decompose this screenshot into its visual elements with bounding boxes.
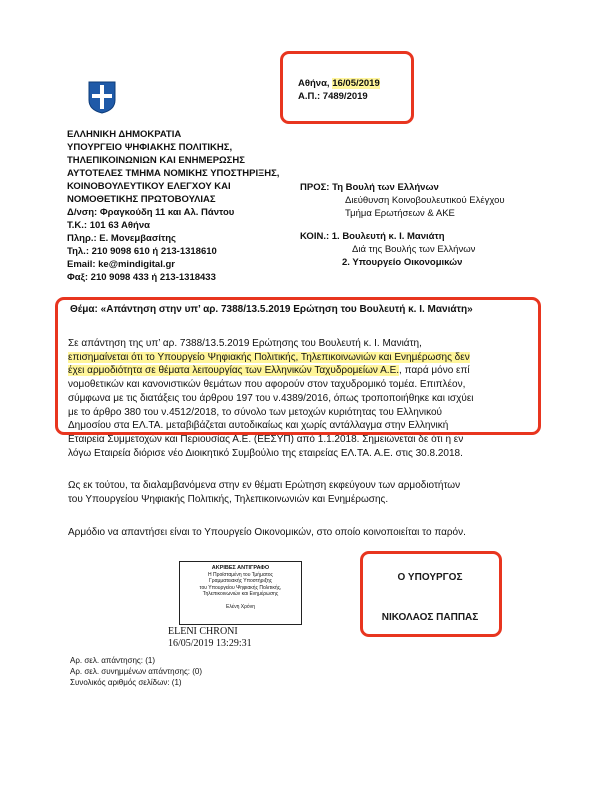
body-line: με το άρθρο 380 του ν.4512/2018, το σύνολο των μετοχών κυριότητας του Ελληνικού xyxy=(68,406,442,418)
body-line: Αρμόδιο να απαντήσει είναι το Υπουργείο Οικονομικών, στο οποίο κοινοποιείται το παρόν. xyxy=(68,527,466,538)
signer-name: ΝΙΚΟΛΑΟΣ ΠΑΠΠΑΣ xyxy=(381,612,479,623)
document-date: 16/05/2019 xyxy=(332,78,380,89)
sender-line: ΑΥΤΟΤΕΛΕΣ ΤΜΗΜΑ ΝΟΜΙΚΗΣ ΥΠΟΣΤΗΡΙΞΗΣ, xyxy=(67,168,280,179)
signer-role: Ο ΥΠΟΥΡΓΟΣ xyxy=(397,572,463,583)
sender-postcode: Τ.Κ.: 101 63 Αθήνα xyxy=(67,220,150,231)
sender-contact: Πληρ.: Ε. Μονεμβασίτης xyxy=(67,233,176,244)
body-line: Ως εκ τούτου, τα διαλαμβανόμενα στην εν θέματι Ερώτηση εκφεύγουν των αρμοδιοτήτων xyxy=(68,480,461,491)
sender-line: ΚΟΙΝΟΒΟΥΛΕΥΤΙΚΟΥ ΕΛΕΓΧΟΥ ΚΑΙ xyxy=(67,181,231,192)
signature-datetime: 16/05/2019 13:29:31 xyxy=(168,638,252,649)
body-line: νομοθετικών και κανονιστικών θεμάτων που αφορούν στον ταχυδρομικό τομέα. Επιπλέον, xyxy=(68,379,466,391)
greek-emblem-icon xyxy=(87,80,117,114)
body-line: Δημοσίου στα ΕΛ.ΤΑ. μεταβιβάζεται αυτοδικαίως και χωρίς αντάλλαγμα στην Ελληνική xyxy=(68,420,449,432)
place-label: Αθήνα, xyxy=(298,78,333,89)
recipient-to: ΠΡΟΣ: Τη Βουλή των Ελλήνων xyxy=(300,182,439,193)
body-line: Σε απάντηση της υπ’ αρ. 7388/13.5.2019 Ερώτησης του Βουλευτή κ. Ι. Μανιάτη, xyxy=(68,338,422,349)
body-line: Εταιρεία Συμμετοχών και Περιουσίας Α.Ε. (ΕΕΣΥΠ) από 1.1.2018. Σημειώνεται δε ότι η εν xyxy=(68,433,464,445)
footer-line: Συνολικός αριθμός σελίδων: (1) xyxy=(70,678,182,687)
recipient-cc-line: Διά της Βουλής των Ελλήνων xyxy=(352,244,476,255)
sender-line: ΤΗΛΕΠΙΚΟΙΝΩΝΙΩΝ ΚΑΙ ΕΝΗΜΕΡΩΣΗΣ xyxy=(67,155,245,166)
sender-line: ΕΛΛΗΝΙΚΗ ΔΗΜΟΚΡΑΤΙΑ xyxy=(67,129,182,140)
recipient-to-line: Τμήμα Ερωτήσεων & ΑΚΕ xyxy=(345,208,455,219)
stamp-title: ΑΚΡΙΒΕΣ ΑΝΤΙΓΡΑΦΟ xyxy=(211,565,270,571)
recipient-cc-line: 2. Υπουργείο Οικονομικών xyxy=(342,257,463,268)
stamp-name: Ελένη Χρόνη xyxy=(226,603,255,610)
body-paragraph-3 xyxy=(68,526,534,540)
recipient-to-line: Διεύθυνση Κοινοβουλευτικού Ελέγχου xyxy=(345,195,505,206)
sender-address: Δ/νση: Φραγκούδη 11 και Αλ. Πάντου xyxy=(67,207,235,218)
sender-line: ΥΠΟΥΡΓΕΙΟ ΨΗΦΙΑΚΗΣ ΠΟΛΙΤΙΚΗΣ, xyxy=(67,142,233,153)
sender-block xyxy=(67,128,292,284)
body-line: επισημαίνεται ότι το Υπουργείο Ψηφιακής Πολιτικής, Τηλεπικοινωνιών και Ενημέρωσης δεν xyxy=(68,351,470,363)
stamp-line: Τηλεπικοινωνιών και Ενημέρωσης xyxy=(202,591,279,597)
body-annotation-box xyxy=(55,297,541,435)
recipients-block xyxy=(300,181,530,269)
digital-signature xyxy=(168,626,252,650)
signer-annotation-box xyxy=(360,551,502,637)
footer-line: Αρ. σελ. απάντησης: (1) xyxy=(70,656,156,665)
stamp-line: Γραμματειακής Υποστήριξης xyxy=(208,578,273,584)
body-line: του Υπουργείου Ψηφιακής Πολιτικής, Τηλεπικοινωνιών και Ενημέρωσης. xyxy=(68,493,389,505)
certified-copy-stamp xyxy=(179,561,302,625)
stamp-line: του Υπουργείου Ψηφιακής Πολιτικής, xyxy=(199,584,282,591)
body-line: σύμφωνα με τις διατάξεις του άρθρου 197 του ν.4389/2016, όπως τροποποιήθηκε και ισχύει xyxy=(68,392,474,404)
recipient-cc: ΚΟΙΝ.: 1. Βουλευτή κ. Ι. Μανιάτη xyxy=(300,231,445,242)
page-count-footer xyxy=(70,655,202,688)
sender-phone: Τηλ.: 210 9098 610 ή 213-1318610 xyxy=(67,246,217,257)
body-line: έχει αρμοδιότητα σε θέματα λειτουργίας των Ελληνικών Ταχυδρομείων Α.Ε., παρά μόνο επί xyxy=(68,365,470,377)
sender-email: Email: ke@mindigital.gr xyxy=(67,259,175,270)
signature-name: ELENI CHRONI xyxy=(168,626,238,637)
stamp-line: Η Προϊσταμένη του Τμήματος xyxy=(208,571,273,578)
body-line: λόγω Εταιρεία διόρισε νέο Διοικητικό Συμβούλιο της εταιρείας ΕΛ.ΤΑ. Α.Ε. στις 30.8.2018. xyxy=(68,447,463,459)
date-annotation-box xyxy=(280,51,414,124)
protocol-number: Α.Π.: 7489/2019 xyxy=(298,91,368,102)
subject-line: Θέμα: «Απάντηση στην υπ’ αρ. 7388/13.5.2019 Ερώτηση του Βουλευτή κ. Ι. Μανιάτη» xyxy=(70,304,473,315)
sender-fax: Φαξ: 210 9098 433 ή 213-1318433 xyxy=(67,272,216,283)
sender-line: ΝΟΜΟΘΕΤΙΚΗΣ ΠΡΩΤΟΒΟΥΛΙΑΣ xyxy=(67,194,216,205)
body-paragraph-2 xyxy=(68,479,534,506)
footer-line: Αρ. σελ. συνημμένων απάντησης: (0) xyxy=(70,667,203,676)
